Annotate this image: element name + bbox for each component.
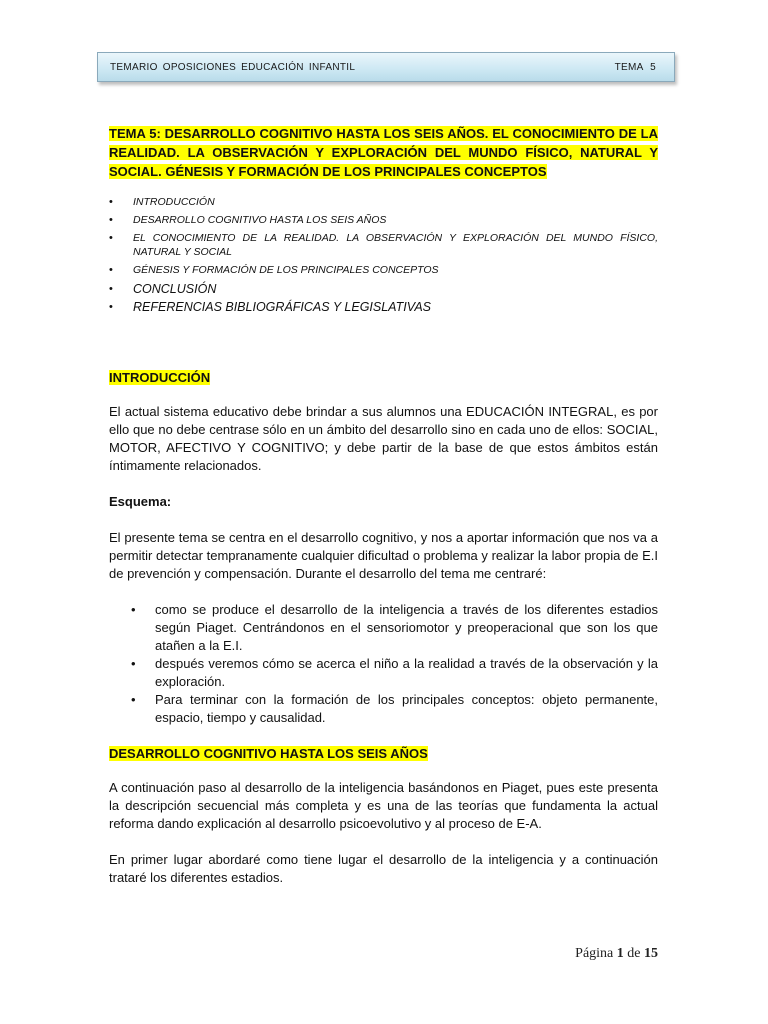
toc-item [109, 195, 658, 209]
page-header [97, 52, 675, 82]
topic-title-text: TEMA 5: DESARROLLO COGNITIVO HASTA LOS SEIS AÑOS. EL CONOCIMIENTO DE LA REALIDAD. LA OBSERVACIÓN Y EXPLORACIÓN DEL MUNDO FÍSICO, NATURAL Y SOCIAL. GÉNESIS Y FORMACIÓN DE LOS PRINCIPALES CONCEPTOS [109, 126, 658, 179]
list-item-text: como se produce el desarrollo de la inteligencia a través de los diferentes estadios según Piaget. Centrándonos en el sensoriomotor y preoperacional que son los que atañen a la E.I. [155, 602, 658, 653]
toc-item [109, 213, 658, 227]
esquema-paragraph: El presente tema se centra en el desarrollo cognitivo, y nos a aportar información que nos va a permitir detectar tempranamente cualquier dificultad o problema y realizar la labor propia de E.I de prevención y compensación. Durante el desarrollo del tema me centraré: [109, 530, 658, 581]
intro-paragraph: El actual sistema educativo debe brindar a sus alumnos una EDUCACIÓN INTEGRAL, es por ello que no debe centrase sólo en un ámbito del desarrollo sino en cada uno de ellos: SOCIAL, MOTOR, AFECTIVO Y COGNITIVO; y debe partir de la base de que estos ámbitos están íntimamente relacionados. [109, 404, 658, 473]
section-heading-text: INTRODUCCIÓN [109, 370, 211, 385]
bullet-icon: • [109, 264, 113, 276]
header-topic: TEMA 5 [614, 62, 656, 73]
list-item-text: después veremos cómo se acerca el niño a la realidad a través de la observación y la exploración. [155, 656, 658, 689]
bullet-icon: • [131, 656, 136, 671]
bullet-icon: • [109, 196, 113, 208]
list-item-text: Para terminar con la formación de los principales conceptos: objeto permanente, espacio, tiempo y causalidad. [155, 692, 658, 725]
bullet-icon: • [131, 602, 136, 617]
header-title: TEMARIO OPOSICIONES EDUCACIÓN INFANTIL [110, 62, 356, 73]
bullet-icon: • [109, 283, 113, 295]
page-number-footer [575, 946, 658, 962]
toc-item-label: GÉNESIS Y FORMACIÓN DE LOS PRINCIPALES CONCEPTOS [133, 264, 439, 276]
toc-item-label: EL CONOCIMIENTO DE LA REALIDAD. LA OBSERVACIÓN Y EXPLORACIÓN DEL MUNDO FÍSICO, NATURAL Y SOCIAL [133, 232, 658, 258]
list-item [109, 655, 658, 691]
toc-item [109, 263, 658, 277]
esquema-label: Esquema: [109, 494, 172, 509]
section-heading-desarrollo [109, 745, 658, 763]
bullet-icon: • [109, 214, 113, 226]
topic-title [109, 124, 658, 181]
toc-item-label: CONCLUSIÓN [133, 282, 217, 296]
toc-item [109, 231, 658, 259]
list-item [109, 691, 658, 727]
table-of-contents [109, 195, 658, 316]
toc-item-label: DESARROLLO COGNITIVO HASTA LOS SEIS AÑOS [133, 214, 387, 226]
esquema-list [109, 601, 658, 727]
list-item [109, 601, 658, 655]
toc-item [109, 281, 658, 298]
section-heading-text: DESARROLLO COGNITIVO HASTA LOS SEIS AÑOS [109, 746, 428, 761]
toc-item [109, 299, 658, 316]
section2-paragraph-2: En primer lugar abordaré como tiene lugar el desarrollo de la inteligencia y a continuación trataré los diferentes estadios. [109, 852, 658, 885]
toc-item-label: INTRODUCCIÓN [133, 196, 215, 208]
section-heading-introduccion [109, 369, 658, 387]
toc-item-label: REFERENCIAS BIBLIOGRÁFICAS Y LEGISLATIVAS [133, 300, 432, 314]
current-page-number: 1 [616, 946, 624, 961]
section2-paragraph-1: A continuación paso al desarrollo de la inteligencia basándonos en Piaget, pues este presenta la descripción secuencial más completa y es una de las teorías que fundamenta la actual reforma dando explicación al desarrollo psicoevolutivo y al proceso de E-A. [109, 780, 658, 831]
bullet-icon: • [109, 301, 113, 313]
total-pages: 15 [644, 946, 658, 961]
document-body [109, 124, 658, 887]
page-word: Página [575, 946, 614, 961]
of-word: de [627, 946, 641, 961]
bullet-icon: • [109, 232, 113, 244]
bullet-icon: • [131, 692, 136, 707]
